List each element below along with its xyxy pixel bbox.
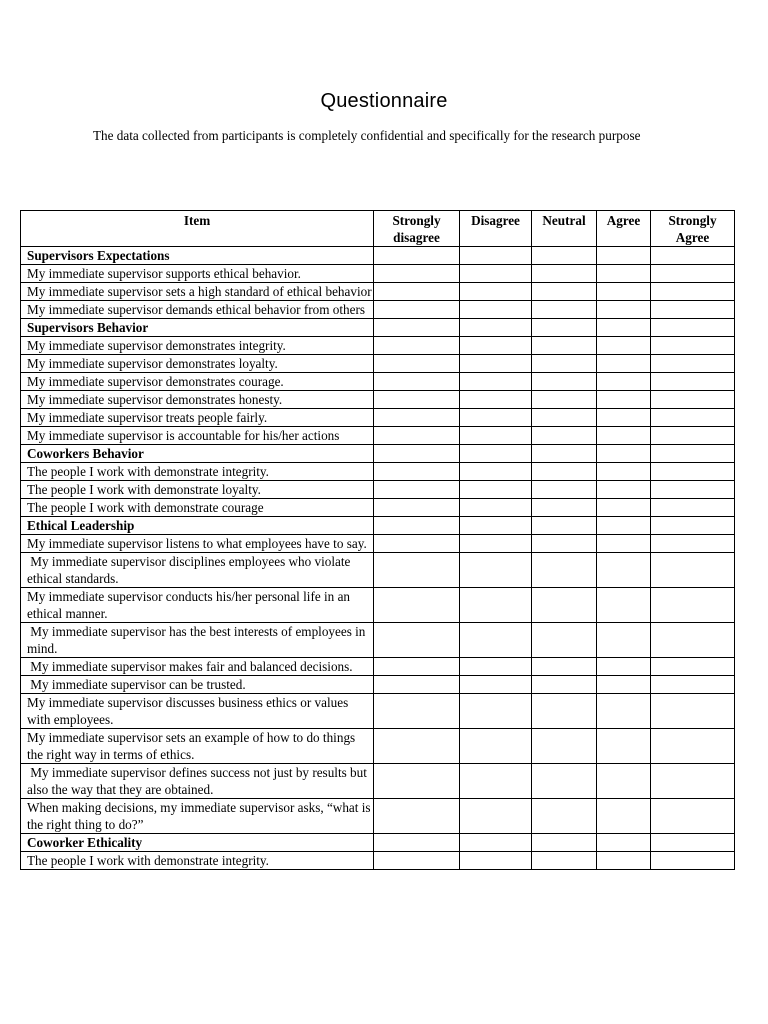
rating-cell-strongly-agree[interactable]	[651, 799, 735, 834]
rating-cell-strongly-disagree	[374, 445, 460, 463]
table-row	[21, 355, 735, 373]
rating-cell-strongly-agree[interactable]	[651, 265, 735, 283]
rating-cell-neutral[interactable]	[532, 463, 597, 481]
table-row	[21, 658, 735, 676]
rating-cell-neutral	[532, 517, 597, 535]
questionnaire-table	[20, 210, 735, 870]
rating-cell-strongly-agree[interactable]	[651, 301, 735, 319]
rating-cell-strongly-agree[interactable]	[651, 409, 735, 427]
rating-cell-strongly-agree	[651, 445, 735, 463]
rating-cell-disagree[interactable]	[460, 427, 532, 445]
rating-cell-strongly-agree[interactable]	[651, 553, 735, 588]
rating-cell-agree	[597, 517, 651, 535]
rating-cell-neutral[interactable]	[532, 676, 597, 694]
rating-cell-disagree[interactable]	[460, 729, 532, 764]
rating-cell-strongly-disagree[interactable]	[374, 283, 460, 301]
rating-cell-neutral[interactable]	[532, 391, 597, 409]
table-row	[21, 427, 735, 445]
rating-cell-strongly-agree	[651, 247, 735, 265]
rating-cell-disagree[interactable]	[460, 588, 532, 623]
table-row	[21, 337, 735, 355]
rating-cell-strongly-disagree	[374, 319, 460, 337]
item-statement: My immediate supervisor defines success not just by results but also the way that they are obtained.	[21, 764, 374, 799]
table-row	[21, 283, 735, 301]
rating-cell-strongly-disagree[interactable]	[374, 535, 460, 553]
rating-cell-strongly-agree[interactable]	[651, 481, 735, 499]
rating-cell-neutral[interactable]	[532, 852, 597, 870]
rating-cell-agree[interactable]	[597, 676, 651, 694]
rating-cell-disagree	[460, 517, 532, 535]
section-heading: Supervisors Expectations	[21, 247, 374, 265]
rating-cell-strongly-disagree[interactable]	[374, 427, 460, 445]
rating-cell-neutral[interactable]	[532, 764, 597, 799]
rating-cell-disagree[interactable]	[460, 764, 532, 799]
rating-cell-disagree[interactable]	[460, 658, 532, 676]
table-row	[21, 535, 735, 553]
table-row	[21, 799, 735, 834]
rating-cell-strongly-agree[interactable]	[651, 658, 735, 676]
rating-cell-strongly-agree[interactable]	[651, 337, 735, 355]
section-row	[21, 834, 735, 852]
rating-cell-agree[interactable]	[597, 499, 651, 517]
item-statement: My immediate supervisor demonstrates courage.	[21, 373, 374, 391]
item-statement: My immediate supervisor sets an example of how to do things the right way in terms of ethics.	[21, 729, 374, 764]
rating-cell-neutral[interactable]	[532, 799, 597, 834]
rating-cell-disagree[interactable]	[460, 409, 532, 427]
rating-cell-neutral[interactable]	[532, 553, 597, 588]
rating-cell-agree[interactable]	[597, 427, 651, 445]
rating-cell-neutral[interactable]	[532, 337, 597, 355]
item-statement: My immediate supervisor treats people fairly.	[21, 409, 374, 427]
rating-cell-neutral[interactable]	[532, 265, 597, 283]
section-heading: Supervisors Behavior	[21, 319, 374, 337]
rating-cell-neutral[interactable]	[532, 694, 597, 729]
rating-cell-disagree	[460, 319, 532, 337]
rating-cell-disagree[interactable]	[460, 355, 532, 373]
item-statement: My immediate supervisor makes fair and balanced decisions.	[21, 658, 374, 676]
table-row	[21, 694, 735, 729]
rating-cell-neutral[interactable]	[532, 729, 597, 764]
rating-cell-strongly-agree[interactable]	[651, 391, 735, 409]
rating-cell-disagree[interactable]	[460, 301, 532, 319]
rating-cell-strongly-disagree	[374, 247, 460, 265]
section-row	[21, 445, 735, 463]
item-statement: My immediate supervisor demonstrates honesty.	[21, 391, 374, 409]
rating-cell-disagree[interactable]	[460, 676, 532, 694]
rating-cell-strongly-agree[interactable]	[651, 499, 735, 517]
table-row	[21, 729, 735, 764]
rating-cell-strongly-agree	[651, 319, 735, 337]
rating-cell-agree[interactable]	[597, 553, 651, 588]
rating-cell-strongly-disagree[interactable]	[374, 694, 460, 729]
rating-cell-agree[interactable]	[597, 463, 651, 481]
item-statement: My immediate supervisor demonstrates integrity.	[21, 337, 374, 355]
rating-cell-strongly-disagree[interactable]	[374, 499, 460, 517]
rating-cell-disagree[interactable]	[460, 265, 532, 283]
rating-cell-strongly-agree[interactable]	[651, 283, 735, 301]
rating-cell-disagree	[460, 834, 532, 852]
table-row	[21, 265, 735, 283]
table-row	[21, 553, 735, 588]
rating-cell-strongly-disagree[interactable]	[374, 355, 460, 373]
table-row	[21, 623, 735, 658]
rating-cell-strongly-disagree[interactable]	[374, 799, 460, 834]
rating-cell-agree[interactable]	[597, 799, 651, 834]
rating-cell-strongly-agree	[651, 517, 735, 535]
item-statement: The people I work with demonstrate integrity.	[21, 463, 374, 481]
rating-cell-disagree[interactable]	[460, 553, 532, 588]
section-heading: Ethical Leadership	[21, 517, 374, 535]
rating-cell-neutral[interactable]	[532, 499, 597, 517]
item-statement: The people I work with demonstrate integrity.	[21, 852, 374, 870]
rating-cell-disagree[interactable]	[460, 373, 532, 391]
rating-cell-strongly-disagree[interactable]	[374, 373, 460, 391]
table-row	[21, 463, 735, 481]
rating-cell-strongly-disagree[interactable]	[374, 391, 460, 409]
table-row	[21, 764, 735, 799]
rating-cell-strongly-disagree[interactable]	[374, 301, 460, 319]
rating-cell-neutral	[532, 834, 597, 852]
rating-cell-neutral[interactable]	[532, 283, 597, 301]
rating-cell-strongly-agree[interactable]	[651, 676, 735, 694]
rating-cell-neutral	[532, 445, 597, 463]
item-statement: My immediate supervisor demonstrates loyalty.	[21, 355, 374, 373]
item-statement: My immediate supervisor sets a high standard of ethical behavior	[21, 283, 374, 301]
item-statement: My immediate supervisor supports ethical behavior.	[21, 265, 374, 283]
table-row	[21, 588, 735, 623]
rating-cell-strongly-agree[interactable]	[651, 355, 735, 373]
rating-cell-strongly-agree[interactable]	[651, 427, 735, 445]
rating-cell-agree[interactable]	[597, 409, 651, 427]
rating-cell-agree[interactable]	[597, 355, 651, 373]
rating-cell-strongly-agree[interactable]	[651, 463, 735, 481]
rating-cell-neutral[interactable]	[532, 481, 597, 499]
table-row	[21, 373, 735, 391]
item-statement: My immediate supervisor demands ethical behavior from others	[21, 301, 374, 319]
rating-cell-disagree[interactable]	[460, 499, 532, 517]
rating-cell-agree[interactable]	[597, 623, 651, 658]
rating-cell-neutral[interactable]	[532, 301, 597, 319]
rating-cell-neutral[interactable]	[532, 355, 597, 373]
rating-cell-disagree[interactable]	[460, 694, 532, 729]
section-heading: Coworkers Behavior	[21, 445, 374, 463]
rating-cell-strongly-disagree[interactable]	[374, 553, 460, 588]
rating-cell-agree	[597, 247, 651, 265]
item-statement: My immediate supervisor disciplines employees who violate ethical standards.	[21, 553, 374, 588]
rating-cell-strongly-disagree	[374, 834, 460, 852]
rating-cell-strongly-disagree[interactable]	[374, 623, 460, 658]
rating-cell-strongly-agree[interactable]	[651, 373, 735, 391]
item-statement: My immediate supervisor conducts his/her personal life in an ethical manner.	[21, 588, 374, 623]
rating-cell-strongly-disagree[interactable]	[374, 337, 460, 355]
header-strongly-disagree: Strongly disagree	[374, 211, 460, 247]
rating-cell-neutral[interactable]	[532, 623, 597, 658]
rating-cell-strongly-disagree[interactable]	[374, 481, 460, 499]
rating-cell-disagree[interactable]	[460, 283, 532, 301]
table-row	[21, 409, 735, 427]
rating-cell-neutral[interactable]	[532, 409, 597, 427]
rating-cell-agree[interactable]	[597, 658, 651, 676]
rating-cell-strongly-disagree[interactable]	[374, 265, 460, 283]
item-statement: My immediate supervisor discusses business ethics or values with employees.	[21, 694, 374, 729]
table-row	[21, 676, 735, 694]
rating-cell-agree	[597, 319, 651, 337]
rating-cell-strongly-disagree[interactable]	[374, 729, 460, 764]
table-row	[21, 481, 735, 499]
rating-cell-agree[interactable]	[597, 694, 651, 729]
item-statement: My immediate supervisor can be trusted.	[21, 676, 374, 694]
rating-cell-strongly-disagree[interactable]	[374, 588, 460, 623]
rating-cell-strongly-agree[interactable]	[651, 729, 735, 764]
rating-cell-neutral[interactable]	[532, 373, 597, 391]
rating-cell-disagree[interactable]	[460, 799, 532, 834]
rating-cell-agree[interactable]	[597, 373, 651, 391]
section-row	[21, 247, 735, 265]
header-strongly-agree: Strongly Agree	[651, 211, 735, 247]
item-statement: The people I work with demonstrate courage	[21, 499, 374, 517]
header-item: Item	[21, 211, 374, 247]
rating-cell-strongly-agree[interactable]	[651, 694, 735, 729]
rating-cell-strongly-agree[interactable]	[651, 588, 735, 623]
rating-cell-agree	[597, 834, 651, 852]
rating-cell-strongly-agree[interactable]	[651, 535, 735, 553]
rating-cell-disagree[interactable]	[460, 535, 532, 553]
rating-cell-neutral	[532, 247, 597, 265]
rating-cell-agree[interactable]	[597, 301, 651, 319]
header-agree: Agree	[597, 211, 651, 247]
rating-cell-agree[interactable]	[597, 535, 651, 553]
rating-cell-neutral[interactable]	[532, 535, 597, 553]
table-row	[21, 852, 735, 870]
table-row	[21, 301, 735, 319]
rating-cell-neutral[interactable]	[532, 588, 597, 623]
rating-cell-disagree[interactable]	[460, 337, 532, 355]
rating-cell-disagree[interactable]	[460, 481, 532, 499]
rating-cell-disagree	[460, 247, 532, 265]
rating-cell-agree[interactable]	[597, 729, 651, 764]
rating-cell-strongly-disagree[interactable]	[374, 463, 460, 481]
rating-cell-strongly-agree[interactable]	[651, 623, 735, 658]
section-row	[21, 517, 735, 535]
header-disagree: Disagree	[460, 211, 532, 247]
rating-cell-neutral[interactable]	[532, 658, 597, 676]
rating-cell-strongly-agree	[651, 834, 735, 852]
rating-cell-agree	[597, 445, 651, 463]
rating-cell-agree[interactable]	[597, 265, 651, 283]
section-heading: Coworker Ethicality	[21, 834, 374, 852]
rating-cell-agree[interactable]	[597, 481, 651, 499]
intro-paragraph: The data collected from participants is completely confidential and specifically for the research purpose	[93, 128, 641, 143]
item-statement: My immediate supervisor is accountable for his/her actions	[21, 427, 374, 445]
rating-cell-agree[interactable]	[597, 391, 651, 409]
rating-cell-strongly-disagree	[374, 517, 460, 535]
rating-cell-strongly-disagree[interactable]	[374, 852, 460, 870]
rating-cell-agree[interactable]	[597, 852, 651, 870]
rating-cell-disagree[interactable]	[460, 463, 532, 481]
rating-cell-agree[interactable]	[597, 337, 651, 355]
item-statement: When making decisions, my immediate supervisor asks, “what is the right thing to do?”	[21, 799, 374, 834]
item-statement: My immediate supervisor listens to what employees have to say.	[21, 535, 374, 553]
rating-cell-disagree[interactable]	[460, 623, 532, 658]
item-statement: My immediate supervisor has the best interests of employees in mind.	[21, 623, 374, 658]
rating-cell-agree[interactable]	[597, 588, 651, 623]
questionnaire-body	[21, 247, 735, 870]
rating-cell-strongly-disagree[interactable]	[374, 676, 460, 694]
rating-cell-strongly-disagree[interactable]	[374, 764, 460, 799]
rating-cell-agree[interactable]	[597, 283, 651, 301]
rating-cell-strongly-disagree[interactable]	[374, 409, 460, 427]
item-statement: The people I work with demonstrate loyalty.	[21, 481, 374, 499]
rating-cell-disagree	[460, 445, 532, 463]
rating-cell-strongly-disagree[interactable]	[374, 658, 460, 676]
header-neutral: Neutral	[532, 211, 597, 247]
rating-cell-disagree[interactable]	[460, 391, 532, 409]
header-row	[21, 211, 735, 247]
table-row	[21, 499, 735, 517]
rating-cell-strongly-agree[interactable]	[651, 852, 735, 870]
rating-cell-strongly-agree[interactable]	[651, 764, 735, 799]
section-row	[21, 319, 735, 337]
rating-cell-neutral	[532, 319, 597, 337]
page-title: Questionnaire	[320, 90, 448, 112]
table-row	[21, 391, 735, 409]
rating-cell-neutral[interactable]	[532, 427, 597, 445]
rating-cell-agree[interactable]	[597, 764, 651, 799]
rating-cell-disagree[interactable]	[460, 852, 532, 870]
